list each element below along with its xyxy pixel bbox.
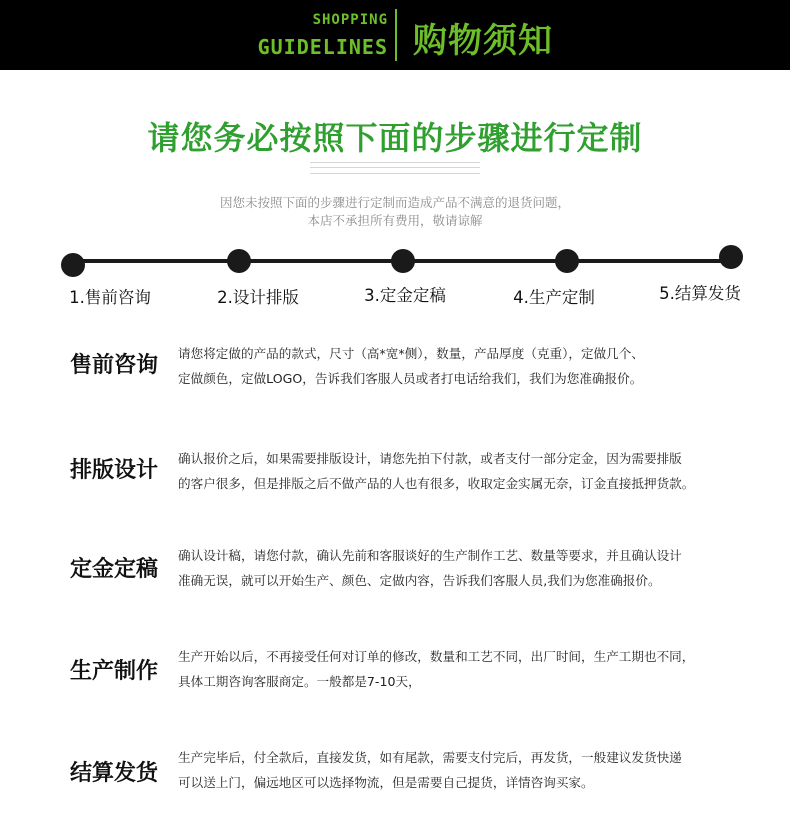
- step-label-1: 1.售前咨询: [69, 288, 151, 307]
- step-dot-1: [61, 253, 85, 277]
- decorative-line: [310, 167, 480, 168]
- section-title: 售前咨询: [70, 353, 159, 378]
- section-body: [178, 446, 778, 496]
- header-banner: [0, 0, 790, 70]
- header-en-shopping: SHOPPING: [312, 12, 388, 28]
- section-line: 请您将定做的产品的款式，尺寸（高*宽*侧），数量，产品厚度（克重），定做几个、: [178, 346, 644, 361]
- decorative-line: [310, 162, 480, 163]
- section-title: 排版设计: [70, 458, 159, 483]
- section-line: 的客户很多，但是排版之后不做产品的人也有很多，收取定金实属无奈，订金直接抵押货款。: [178, 476, 695, 491]
- section-body: [178, 341, 778, 391]
- section-body: [178, 644, 778, 694]
- section-body: [178, 745, 778, 795]
- step-label-3: 3.定金定稿: [364, 286, 446, 305]
- section-line: 确认报价之后，如果需要排版设计，请您先拍下付款，或者支付一部分定金，因为需要排版: [178, 451, 682, 466]
- section-line: 生产完毕后，付全款后，直接发货，如有尾款，需要支付完后，再发货，一般建议发货快递: [178, 750, 682, 765]
- section-line: 准确无误，就可以开始生产、颜色、定做内容，告诉我们客服人员,我们为您准确报价。: [178, 573, 661, 588]
- section-title: 结算发货: [70, 761, 159, 786]
- header-divider: [395, 9, 397, 61]
- step-dot-5: [719, 245, 743, 269]
- step-label-2: 2.设计排版: [217, 288, 299, 307]
- notice-line-2: 本店不承担所有费用，敬请谅解: [307, 213, 483, 228]
- step-label-4: 4.生产定制: [513, 288, 595, 307]
- step-dot-4: [555, 249, 579, 273]
- section-line: 可以送上门，偏远地区可以选择物流，但是需要自己提货，详情咨询买家。: [178, 775, 594, 790]
- decorative-line: [310, 173, 480, 174]
- section-body: [178, 543, 778, 593]
- section-line: 定做颜色，定做LOGO，告诉我们客服人员或者打电话给我们，我们为您准确报价。: [178, 371, 643, 386]
- page-title: 请您务必按照下面的步骤进行定制: [147, 119, 643, 157]
- header-title: 购物须知: [413, 21, 553, 61]
- step-dot-2: [227, 249, 251, 273]
- step-label-5: 5.结算发货: [659, 284, 741, 303]
- section-line: 确认设计稿，请您付款，确认先前和客服谈好的生产制作工艺、数量等要求，并且确认设计: [178, 548, 682, 563]
- header-en-guidelines: GUIDELINES: [257, 35, 388, 59]
- step-dot-3: [391, 249, 415, 273]
- notice-line-1: 因您未按照下面的步骤进行定制而造成产品不满意的退货问题，: [219, 195, 570, 210]
- section-line: 具体工期咨询客服商定。一般都是7-10天，: [178, 674, 421, 689]
- section-title: 生产制作: [70, 659, 159, 684]
- section-line: 生产开始以后，不再接受任何对订单的修改，数量和工艺不同，出厂时间，生产工期也不同，: [178, 649, 695, 664]
- section-title: 定金定稿: [70, 557, 159, 582]
